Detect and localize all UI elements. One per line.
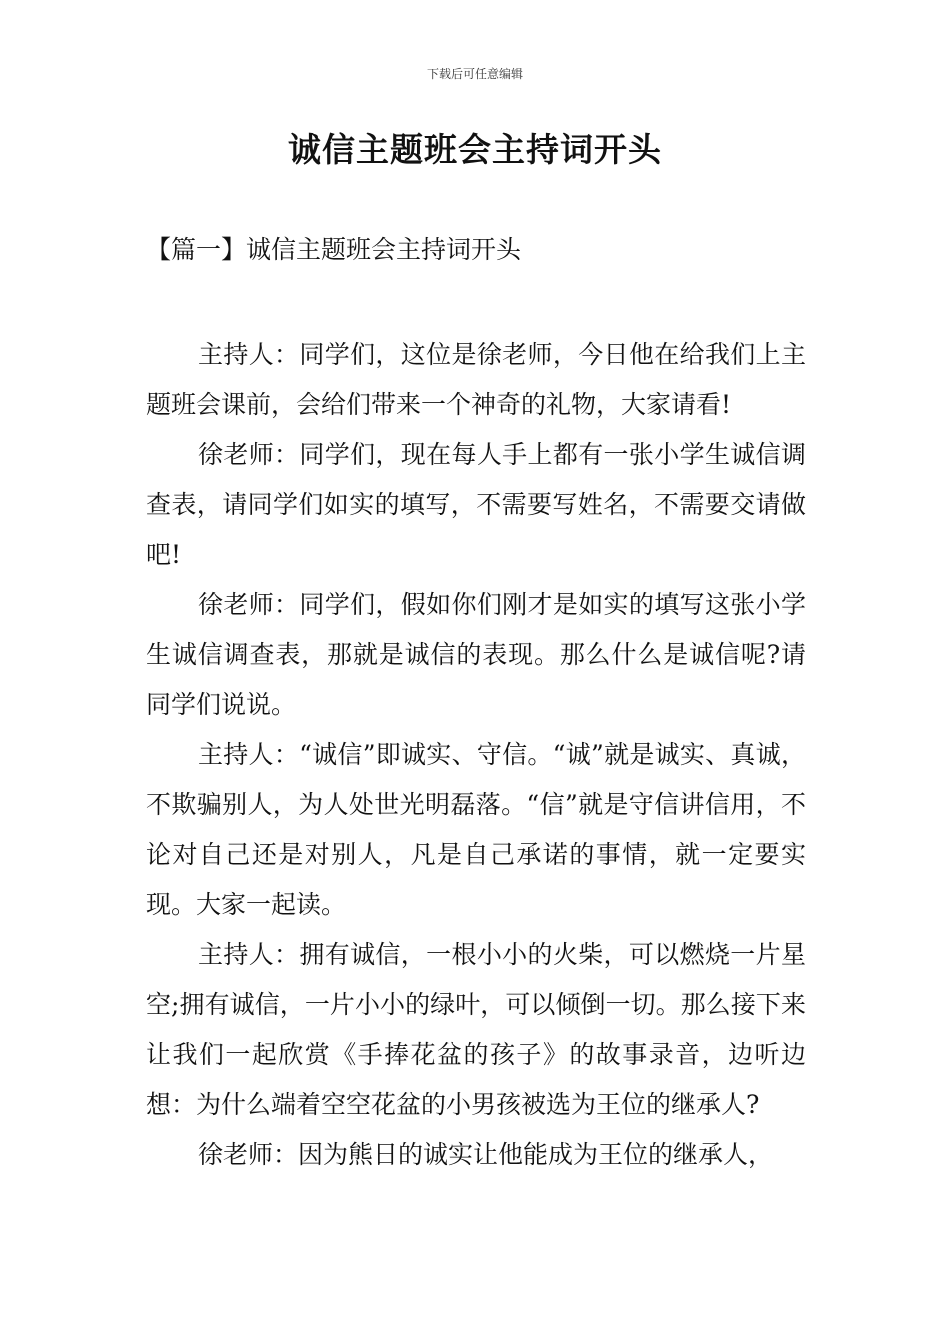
paragraph: 主持人：“诚信”即诚实、守信。“诚”就是诚实、真诚，不欺骗别人，为人处世光明磊落。“信”就是守信讲信用，不论对自己还是对别人，凡是自己承诺的事情，就一定要实现。大家一起读。: [146, 740, 806, 919]
body-text: [146, 330, 806, 1180]
section-heading: 【篇一】诚信主题班会主持词开头: [146, 235, 522, 264]
paragraph: 徐老师：同学们，假如你们刚才是如实的填写这张小学生诚信调查表，那就是诚信的表现。那么什么是诚信呢?请同学们说说。: [146, 590, 806, 719]
header-note: 下载后可任意编辑: [426, 67, 523, 81]
paragraph: 主持人：拥有诚信，一根小小的火柴，可以燃烧一片星空;拥有诚信，一片小小的绿叶，可以倾倒一切。那么接下来让我们一起欣赏《手捧花盆的孩子》的故事录音，边听边想：为什么端着空空花盆的小男孩被选为王位的继承人?: [146, 940, 806, 1119]
paragraph: 主持人：同学们，这位是徐老师，今日他在给我们上主题班会课前，会给们带来一个神奇的礼物，大家请看!: [146, 340, 806, 419]
paragraph: 徐老师：因为熊日的诚实让他能成为王位的继承人，: [198, 1140, 774, 1169]
page-title: 诚信主题班会主持词开头: [288, 130, 662, 169]
paragraph: 徐老师：同学们，现在每人手上都有一张小学生诚信调查表，请同学们如实的填写，不需要写姓名，不需要交请做吧!: [146, 440, 806, 569]
